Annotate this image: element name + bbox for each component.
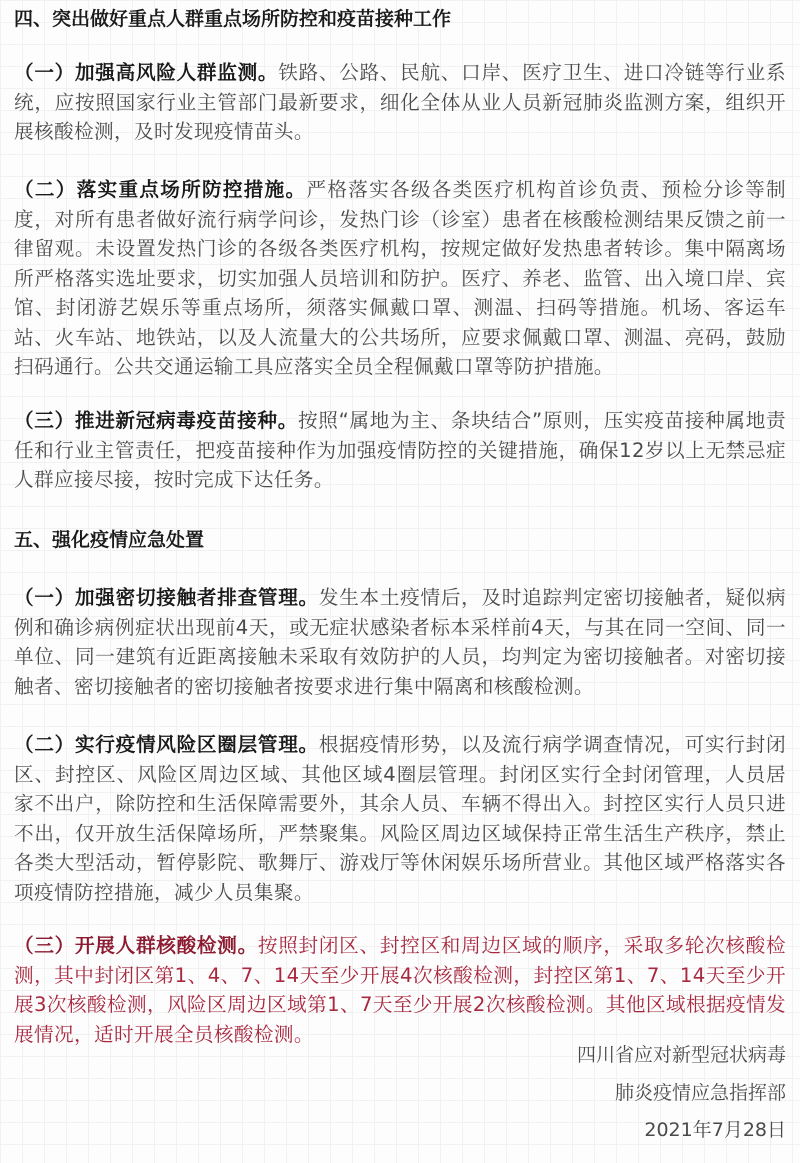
section-heading-4: 四、突出做好重点人群重点场所防控和疫苗接种工作 xyxy=(14,8,452,30)
paragraph-body: 铁路、公路、民航、口岸、医疗卫生、进口冷链等行业系统，应按照国家行业主管部门最新要求，细化全体从业人员新冠肺炎监测方案，组织开展核酸检测，及时发现疫情苗头。 xyxy=(14,61,786,143)
paragraph-lead: （二）实行疫情风险区圈层管理。 xyxy=(14,733,319,756)
section-heading-5: 五、强化疫情应急处置 xyxy=(14,529,205,551)
paragraph-nucleic-acid-testing xyxy=(14,931,786,1049)
paragraph-body: 严格落实各级各类医疗机构首诊负责、预检分诊等制度，对所有患者做好流行病学问诊，发热门诊（诊室）患者在核酸检测结果反馈之前一律留观。未设置发热门诊的各级各类医疗机构，按规定做好发热患者转诊。集中隔离场所严格落实选址要求，切实加强人员培训和防护。医疗、养老、监管、出入境口岸、宾馆、封闭游艺娱乐等重点场所，须落实佩戴口罩、测温、扫码等措施。机场、客运车站、火车站、地铁站，以及人流量大的公共场所，应要求佩戴口罩、测温、亮码，鼓励扫码通行。公共交通运输工具应落实全员全程佩戴口罩等防护措施。 xyxy=(14,178,786,378)
paragraph-close-contacts xyxy=(14,583,786,701)
paragraph-lead: （一）加强密切接触者排查管理。 xyxy=(14,586,319,609)
signature-block xyxy=(577,1037,786,1150)
paragraph-high-risk-monitoring xyxy=(14,58,786,147)
paragraph-body: 根据疫情形势，以及流行病学调查情况，可实行封闭区、封控区、风险区周边区域、其他区域4圈层管理。封闭区实行全封闭管理，人员居家不出户，除防控和生活保障需要外，其余人员、车辆不得出入。封控区实行人员只进不出，仅开放生活保障场所，严禁聚集。风险区周边区域保持正常生活生产秩序，禁止各类大型活动，暂停影院、歌舞厅、游戏厅等休闲娱乐场所营业。其他区域严格落实各项疫情防控措施，减少人员集聚。 xyxy=(14,733,787,904)
paragraph-body: 按照“属地为主、条块结合”原则，压实疫苗接种属地责任和行业主管责任，把疫苗接种作为加强疫情防控的关键措施，确保12岁以上无禁忌症人群应接尽接，按时完成下达任务。 xyxy=(14,409,786,491)
paragraph-lead: （三）开展人群核酸检测。 xyxy=(14,934,258,957)
paragraph-body: 发生本土疫情后，及时追踪判定密切接触者，疑似病例和确诊病例症状出现前4天，或无症状感染者标本采样前4天，与其在同一空间、同一单位、同一建筑有近距离接触未采取有效防护的人员，均判定为密切接触者。对密切接触者、密切接触者的密切接触者按要求进行集中隔离和核酸检测。 xyxy=(14,586,787,698)
paragraph-body: 按照封闭区、封控区和周边区域的顺序，采取多轮次核酸检测，其中封闭区第1、4、7、14天至少开展4次核酸检测，封控区第1、7、14天至少开展3次核酸检测，风险区周边区域第1、7天至少开展2次核酸检测。其他区域根据疫情发展情况，适时开展全员核酸检测。 xyxy=(14,934,786,1046)
signature-date: 2021年7月28日 xyxy=(644,1119,786,1141)
paragraph-vaccination xyxy=(14,406,786,495)
paragraph-lead: （一）加强高风险人群监测。 xyxy=(14,61,279,84)
signature-org-line1: 四川省应对新型冠状病毒 xyxy=(576,1044,786,1066)
paragraph-lead: （三）推进新冠病毒疫苗接种。 xyxy=(14,409,299,432)
paragraph-lead: （二）落实重点场所防控措施。 xyxy=(14,178,307,201)
paragraph-risk-zone-management xyxy=(14,730,786,907)
signature-org-line2: 肺炎疫情应急指挥部 xyxy=(614,1081,786,1104)
paragraph-key-venue-measures xyxy=(14,175,786,382)
